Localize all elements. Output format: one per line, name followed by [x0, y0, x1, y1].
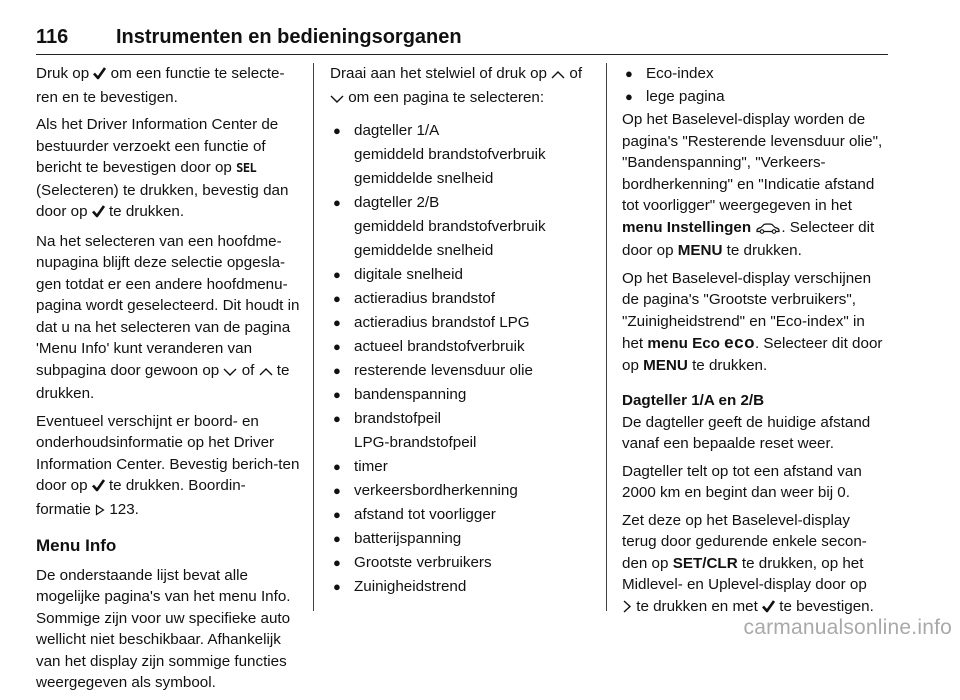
chevron-up-icon — [551, 65, 565, 87]
chevron-down-icon — [223, 362, 237, 384]
sel-button-label: SEL — [236, 161, 257, 175]
list-subitem: LPG-brandstofpeil — [354, 434, 477, 451]
list-item: ● verkeersbordherkenning — [333, 482, 518, 499]
paragraph: De dagteller geeft de huidige afstand vanaf een bepaalde reset weer. — [622, 413, 871, 453]
list-item: ● lege pagina — [625, 88, 725, 106]
reference-triangle-icon — [95, 501, 105, 523]
paragraph: Draai aan het stelwiel of druk op of om een pagina te selecteren: — [330, 63, 600, 110]
checkmark-icon — [92, 203, 105, 225]
paragraph: Op het Baselevel-display worden de pagina's "Resterende levensduur olie", "Bandenspanning", "Verkeers-bordherkenning" en "Indicatie afstand tot voorligger" weergegeven in het menu Instellingen . Selecteer dit door op MENU te drukken. — [622, 111, 883, 260]
subsection-title: Dagteller 1/A en 2/B — [622, 392, 765, 410]
list-subitem: gemiddeld brandstofverbruik — [354, 218, 546, 235]
car-settings-icon — [755, 219, 781, 241]
list-subitem: gemiddelde snelheid — [354, 170, 494, 187]
watermark: carmanualsonline.info — [743, 616, 952, 639]
list-item: ● afstand tot voorligger — [333, 506, 496, 523]
list-item: ● timer — [333, 458, 388, 475]
paragraph: Na het selecteren van een hoofdme-nupagina blijft deze selectie opgesla-gen totdat er een andere hoofdmenu-pagina wordt geselecteerd. Dit houdt in dat u na het selecteren van de pagina 'Menu Info' kunt veranderen van subpagina door gewoon op of te drukken. — [36, 232, 300, 402]
section-title-menu-info: Menu Info — [36, 536, 117, 555]
column-middle — [330, 63, 600, 600]
list-item: ● actieradius brandstof LPG — [333, 314, 530, 331]
list-subitem: gemiddelde snelheid — [354, 242, 494, 259]
list-item: ● batterijspanning — [333, 530, 462, 547]
list-item: ● Grootste verbruikers — [333, 554, 492, 571]
list-item: ● dagteller 2/B — [333, 194, 440, 211]
chapter-title: Instrumenten en bedieningsorganen — [116, 26, 462, 48]
chevron-right-icon — [622, 598, 632, 620]
column-divider — [313, 63, 314, 611]
page-reference-link[interactable]: 123. — [109, 500, 139, 518]
paragraph: Zet deze op het Baselevel-display terug door gedurende enkele secon-den op SET/CLR te drukken, op het Midlevel- en Uplevel-display door op te drukken en met te bevestigen. — [622, 510, 888, 620]
column-divider — [606, 63, 607, 611]
list-item: ● brandstofpeil — [333, 410, 441, 427]
info-page-list-continued — [622, 63, 888, 108]
chevron-up-icon — [259, 362, 273, 384]
menu-settings-label: menu Instellingen — [622, 218, 752, 236]
paragraph: Druk op om een functie te selecte-ren en te bevestigen. — [36, 65, 285, 106]
list-item: ● digitale snelheid — [333, 266, 463, 283]
list-item: ● actieradius brandstof — [333, 290, 495, 307]
list-item: ● actueel brandstofverbruik — [333, 338, 525, 355]
list-item: ● dagteller 1/A — [333, 122, 440, 139]
menu-eco-label: menu Eco — [647, 335, 720, 353]
checkmark-icon — [93, 65, 106, 87]
checkmark-icon — [92, 477, 105, 499]
list-item: ● Eco-index — [625, 65, 714, 82]
column-right — [622, 63, 888, 625]
eco-icon: eco — [724, 333, 755, 353]
list-subitem: gemiddeld brandstofverbruik — [354, 146, 546, 163]
paragraph: De onderstaande lijst bevat alle mogelijke pagina's van het menu Info. Sommige zijn voor uw specifieke auto wellicht niet beschikbaar. Afhankelijk van het display zijn sommige functies weergegeven als symbool. — [36, 566, 291, 691]
list-item: ● bandenspanning — [333, 386, 467, 403]
paragraph: Dagteller telt op tot een afstand van 2000 km en begint dan weer bij 0. — [622, 462, 862, 502]
list-item: ● Zuinigheidstrend — [333, 578, 467, 595]
paragraph: Op het Baselevel-display verschijnen de pagina's "Grootste verbruikers", "Zuinigheidstrend" en "Eco-index" in het menu Eco eco. Selecteer dit door op MENU te drukken. — [622, 269, 883, 374]
menu-button-label: MENU — [677, 242, 723, 260]
column-left — [36, 63, 300, 700]
paragraph: Eventueel verschijnt er boord- en onderhoudsinformatie op het Driver Information Center. Bevestig berich-ten door op te drukken. Boordin-formatie 123. — [36, 411, 300, 523]
paragraph: Als het Driver Information Center de bestuurder verzoekt een functie of bericht te bevestigen door op SEL (Selecteren) te drukken, bevestig dan door op te drukken. — [36, 114, 300, 225]
list-item: ● resterende levensduur olie — [333, 362, 533, 379]
menu-button-label: MENU — [643, 356, 688, 374]
set-clr-button-label: SET/CLR — [672, 554, 738, 572]
page-number: 116 — [36, 26, 69, 48]
page-header — [36, 26, 888, 55]
chevron-down-icon — [330, 89, 344, 111]
info-page-list — [330, 120, 600, 598]
